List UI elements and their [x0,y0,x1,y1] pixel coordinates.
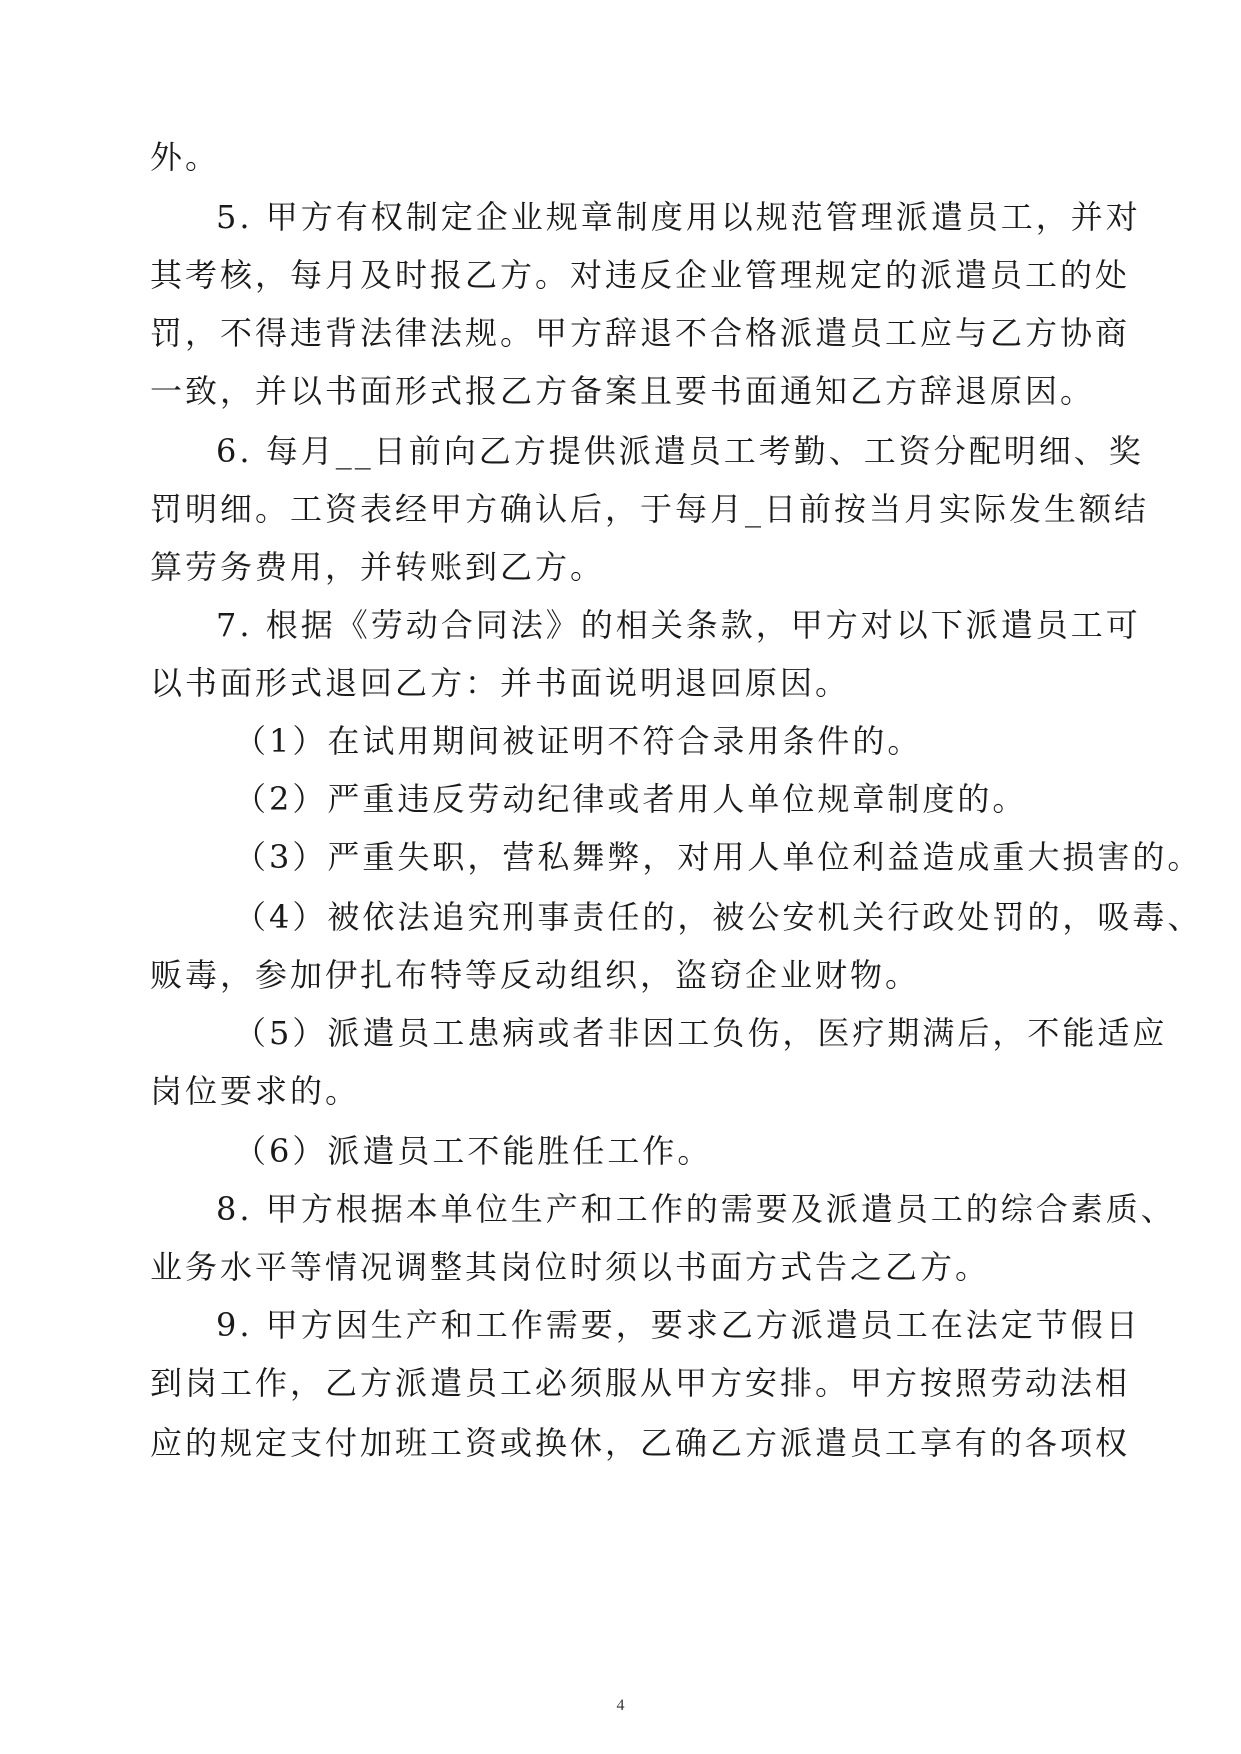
document-page [150,0,1203,1754]
clause-5-line: 5. 甲方有权制定企业规章制度用以规范管理派遣员工，并对 [216,198,1141,236]
clause-8-line: 8. 甲方根据本单位生产和工作的需要及派遣员工的综合素质、 [216,1190,1176,1228]
clause-7-line: 7. 根据《劳动合同法》的相关条款，甲方对以下派遣员工可 [216,606,1141,644]
text-line: 到岗工作，乙方派遣员工必须服从甲方安排。甲方按照劳动法相 [150,1364,1131,1402]
page-number: 4 [616,1697,625,1714]
item-5-line: （5）派遣员工患病或者非因工负伤，医疗期满后，不能适应 [234,1014,1168,1052]
text-line: 应的规定支付加班工资或换休，乙确乙方派遣员工享有的各项权 [150,1424,1131,1462]
text-line: 贩毒，参加伊扎布特等反动组织，盗窃企业财物。 [150,956,921,994]
clause-9-line: 9. 甲方因生产和工作需要，要求乙方派遣员工在法定节假日 [216,1306,1141,1344]
item-1-line: （1）在试用期间被证明不符合录用条件的。 [234,722,923,760]
text-line: 以书面形式退回乙方：并书面说明退回原因。 [150,664,851,702]
text-line: 外。 [150,138,221,176]
item-2-line: （2）严重违反劳动纪律或者用人单位规章制度的。 [234,780,1028,818]
clause-6-line: 6. 每月__日前向乙方提供派遣员工考勤、工资分配明细、奖 [216,432,1144,470]
item-3-line: （3）严重失职，营私舞弊，对用人单位利益造成重大损害的。 [234,838,1203,876]
text-line: 罚，不得违背法律法规。甲方辞退不合格派遣员工应与乙方协商 [150,314,1131,352]
text-line: 其考核，每月及时报乙方。对违反企业管理规定的派遣员工的处 [150,256,1131,294]
item-6-line: （6）派遣员工不能胜任工作。 [234,1132,713,1170]
text-line: 算劳务费用，并转账到乙方。 [150,548,606,586]
item-4-line: （4）被依法追究刑事责任的，被公安机关行政处罚的，吸毒、 [234,898,1203,936]
text-line: 一致，并以书面形式报乙方备案且要书面通知乙方辞退原因。 [150,372,1096,410]
text-line: 业务水平等情况调整其岗位时须以书面方式告之乙方。 [150,1248,991,1286]
text-line: 罚明细。工资表经甲方确认后，于每月_日前按当月实际发生额结 [150,490,1150,528]
text-line: 岗位要求的。 [150,1072,361,1110]
